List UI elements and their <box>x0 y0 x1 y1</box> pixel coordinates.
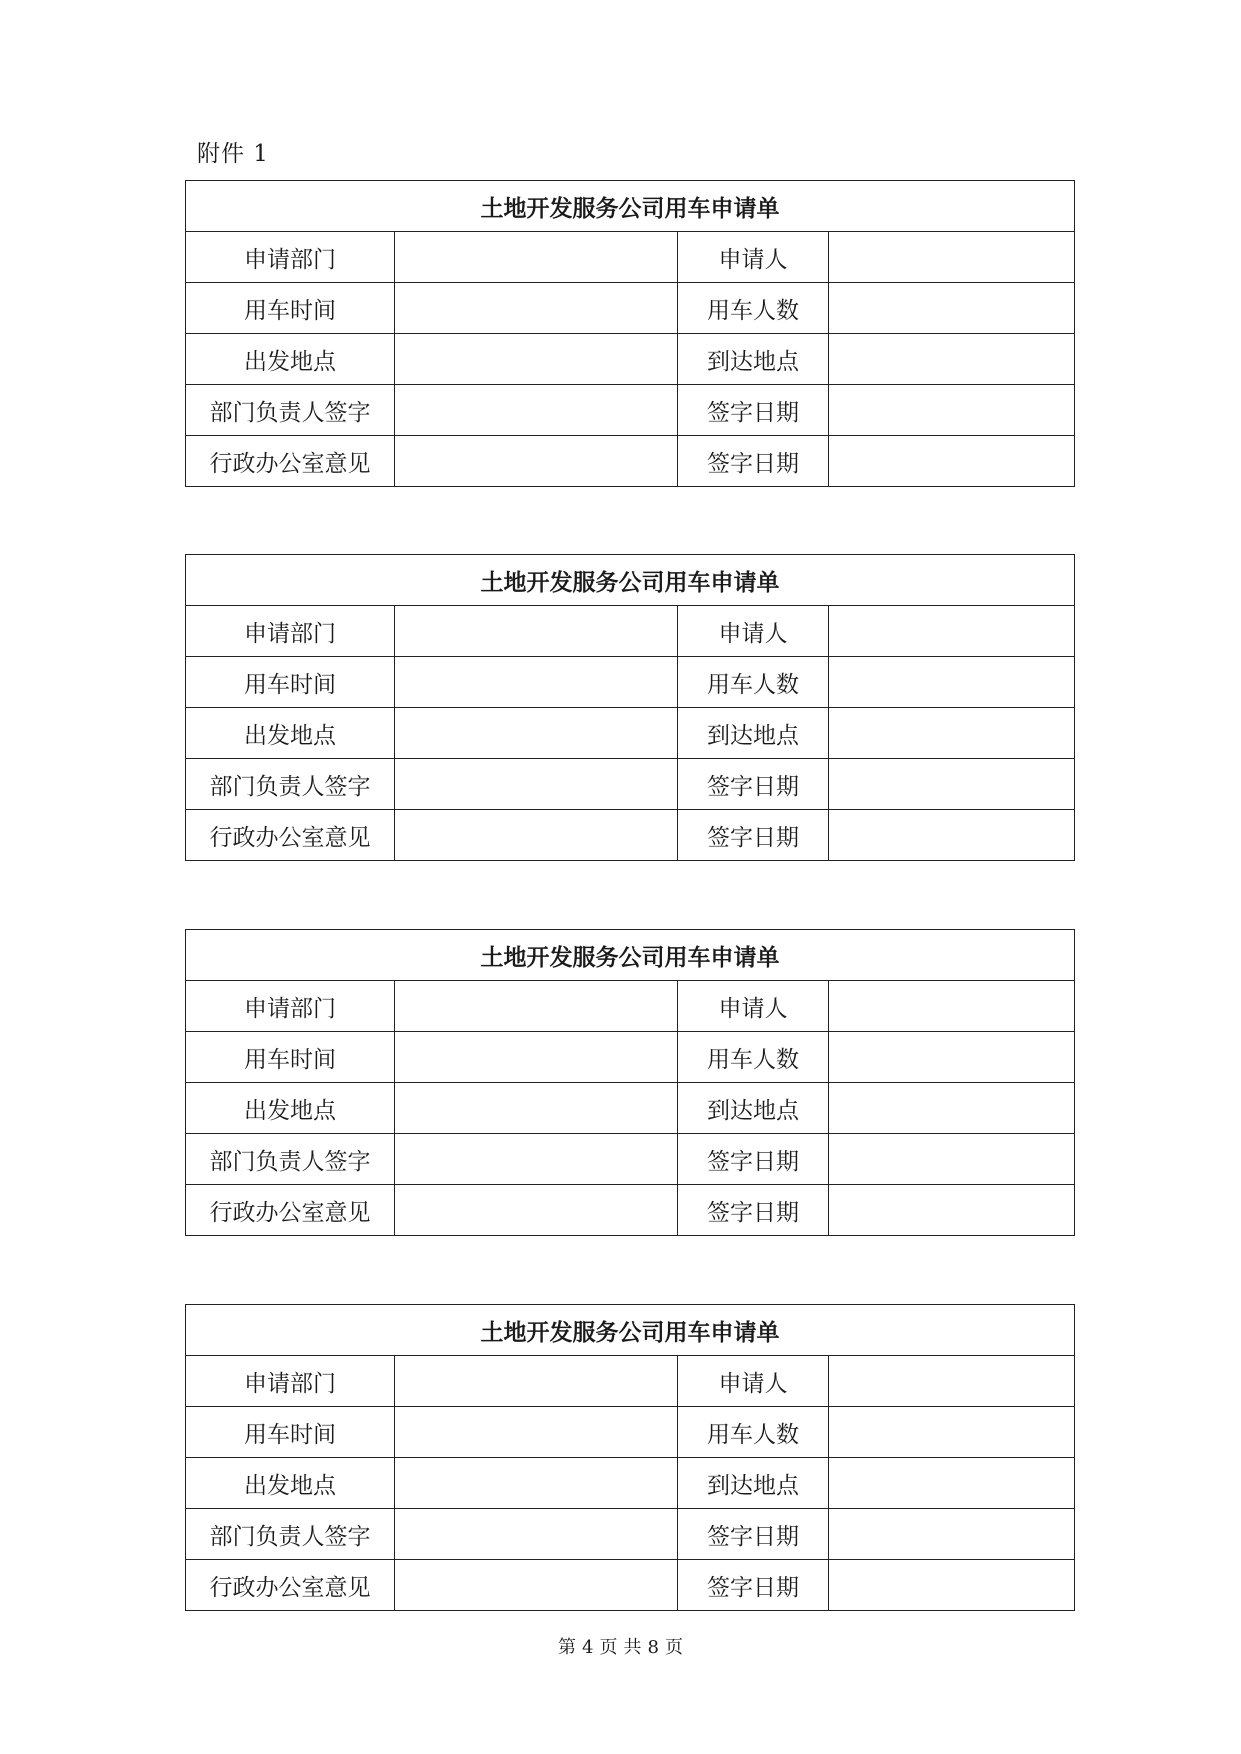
label-destination: 到达地点 <box>678 1458 829 1509</box>
form-title-row <box>186 181 1075 232</box>
page-footer <box>0 1636 1241 1660</box>
footer-total-pages: 8 <box>647 1637 659 1658</box>
form-row-time <box>186 1407 1075 1458</box>
attachment-label: 附件 1 <box>197 141 269 167</box>
label-destination: 到达地点 <box>678 1083 829 1134</box>
form-row-department <box>186 606 1075 657</box>
form-row-dept-signature <box>186 1509 1075 1560</box>
label-passenger-count: 用车人数 <box>678 657 829 708</box>
label-applicant-department: 申请部门 <box>186 1356 395 1407</box>
form-row-location <box>186 708 1075 759</box>
label-dept-head-signature: 部门负责人签字 <box>186 759 395 810</box>
label-destination: 到达地点 <box>678 708 829 759</box>
field-signature-date[interactable] <box>829 1134 1075 1185</box>
field-signature-date[interactable] <box>829 436 1075 487</box>
form-row-location <box>186 1083 1075 1134</box>
field-dept-head-signature[interactable] <box>395 759 678 810</box>
form-row-location <box>186 1458 1075 1509</box>
field-applicant[interactable] <box>829 981 1075 1032</box>
label-passenger-count: 用车人数 <box>678 1032 829 1083</box>
field-admin-office-opinion[interactable] <box>395 436 678 487</box>
field-destination[interactable] <box>829 708 1075 759</box>
label-admin-office-opinion: 行政办公室意见 <box>186 810 395 861</box>
form-row-department <box>186 1356 1075 1407</box>
label-use-time: 用车时间 <box>186 657 395 708</box>
field-applicant-department[interactable] <box>395 232 678 283</box>
field-destination[interactable] <box>829 334 1075 385</box>
label-use-time: 用车时间 <box>186 283 395 334</box>
label-admin-office-opinion: 行政办公室意见 <box>186 1185 395 1236</box>
vehicle-request-form-2 <box>185 554 1075 861</box>
form-title-row <box>186 555 1075 606</box>
form-row-location <box>186 334 1075 385</box>
field-admin-office-opinion[interactable] <box>395 810 678 861</box>
form-row-admin-opinion <box>186 1560 1075 1611</box>
field-departure[interactable] <box>395 708 678 759</box>
field-departure[interactable] <box>395 1083 678 1134</box>
label-dept-head-signature: 部门负责人签字 <box>186 1134 395 1185</box>
label-signature-date: 签字日期 <box>678 1185 829 1236</box>
label-departure: 出发地点 <box>186 708 395 759</box>
field-passenger-count[interactable] <box>829 283 1075 334</box>
vehicle-request-form-4 <box>185 1304 1075 1611</box>
label-applicant: 申请人 <box>678 981 829 1032</box>
form-title: 土地开发服务公司用车申请单 <box>186 1305 1075 1356</box>
field-applicant-department[interactable] <box>395 606 678 657</box>
field-dept-head-signature[interactable] <box>395 385 678 436</box>
label-destination: 到达地点 <box>678 334 829 385</box>
field-departure[interactable] <box>395 1458 678 1509</box>
label-applicant-department: 申请部门 <box>186 606 395 657</box>
label-admin-office-opinion: 行政办公室意见 <box>186 1560 395 1611</box>
field-use-time[interactable] <box>395 1407 678 1458</box>
label-signature-date: 签字日期 <box>678 1560 829 1611</box>
vehicle-request-form-3 <box>185 929 1075 1236</box>
field-admin-office-opinion[interactable] <box>395 1560 678 1611</box>
label-passenger-count: 用车人数 <box>678 283 829 334</box>
footer-page-number: 4 <box>582 1637 594 1658</box>
label-admin-office-opinion: 行政办公室意见 <box>186 436 395 487</box>
field-destination[interactable] <box>829 1083 1075 1134</box>
label-passenger-count: 用车人数 <box>678 1407 829 1458</box>
field-dept-head-signature[interactable] <box>395 1134 678 1185</box>
field-applicant[interactable] <box>829 1356 1075 1407</box>
form-row-time <box>186 657 1075 708</box>
label-signature-date: 签字日期 <box>678 1509 829 1560</box>
form-title-row <box>186 1305 1075 1356</box>
label-departure: 出发地点 <box>186 1458 395 1509</box>
label-use-time: 用车时间 <box>186 1407 395 1458</box>
field-signature-date[interactable] <box>829 1560 1075 1611</box>
form-title-row <box>186 930 1075 981</box>
form-row-dept-signature <box>186 385 1075 436</box>
footer-page-unit: 页 <box>599 1637 618 1658</box>
field-signature-date[interactable] <box>829 385 1075 436</box>
label-dept-head-signature: 部门负责人签字 <box>186 1509 395 1560</box>
vehicle-request-form-1 <box>185 180 1075 487</box>
field-departure[interactable] <box>395 334 678 385</box>
form-row-dept-signature <box>186 1134 1075 1185</box>
field-dept-head-signature[interactable] <box>395 1509 678 1560</box>
form-row-dept-signature <box>186 759 1075 810</box>
label-signature-date: 签字日期 <box>678 385 829 436</box>
label-signature-date: 签字日期 <box>678 810 829 861</box>
footer-total-unit: 页 <box>664 1637 683 1658</box>
label-signature-date: 签字日期 <box>678 759 829 810</box>
form-row-admin-opinion <box>186 810 1075 861</box>
form-row-admin-opinion <box>186 436 1075 487</box>
field-passenger-count[interactable] <box>829 1407 1075 1458</box>
form-title: 土地开发服务公司用车申请单 <box>186 555 1075 606</box>
field-signature-date[interactable] <box>829 759 1075 810</box>
form-row-admin-opinion <box>186 1185 1075 1236</box>
label-departure: 出发地点 <box>186 334 395 385</box>
label-departure: 出发地点 <box>186 1083 395 1134</box>
form-row-department <box>186 232 1075 283</box>
field-signature-date[interactable] <box>829 810 1075 861</box>
field-applicant-department[interactable] <box>395 981 678 1032</box>
footer-prefix: 第 <box>558 1637 577 1658</box>
label-applicant: 申请人 <box>678 232 829 283</box>
form-row-department <box>186 981 1075 1032</box>
field-signature-date[interactable] <box>829 1185 1075 1236</box>
field-applicant[interactable] <box>829 606 1075 657</box>
field-use-time[interactable] <box>395 283 678 334</box>
footer-total-prefix: 共 <box>623 1637 642 1658</box>
label-use-time: 用车时间 <box>186 1032 395 1083</box>
label-signature-date: 签字日期 <box>678 1134 829 1185</box>
label-applicant-department: 申请部门 <box>186 232 395 283</box>
label-dept-head-signature: 部门负责人签字 <box>186 385 395 436</box>
form-row-time <box>186 1032 1075 1083</box>
field-signature-date[interactable] <box>829 1509 1075 1560</box>
form-row-time <box>186 283 1075 334</box>
form-title: 土地开发服务公司用车申请单 <box>186 930 1075 981</box>
field-applicant[interactable] <box>829 232 1075 283</box>
field-passenger-count[interactable] <box>829 1032 1075 1083</box>
field-destination[interactable] <box>829 1458 1075 1509</box>
label-applicant: 申请人 <box>678 1356 829 1407</box>
field-use-time[interactable] <box>395 1032 678 1083</box>
field-passenger-count[interactable] <box>829 657 1075 708</box>
label-signature-date: 签字日期 <box>678 436 829 487</box>
label-applicant: 申请人 <box>678 606 829 657</box>
field-applicant-department[interactable] <box>395 1356 678 1407</box>
form-title: 土地开发服务公司用车申请单 <box>186 181 1075 232</box>
field-use-time[interactable] <box>395 657 678 708</box>
field-admin-office-opinion[interactable] <box>395 1185 678 1236</box>
label-applicant-department: 申请部门 <box>186 981 395 1032</box>
